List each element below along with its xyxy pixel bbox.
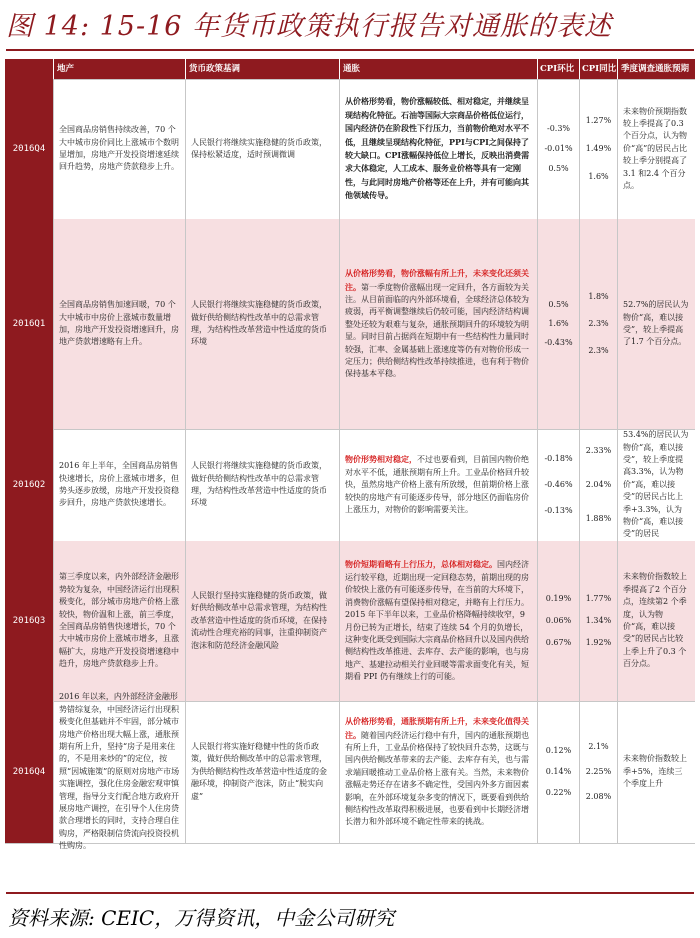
cpi-mom-value: 0.06% xyxy=(545,615,572,625)
cpi-mom-value: 0.5% xyxy=(548,300,569,309)
cpi-mom-value: 0.5% xyxy=(548,163,569,173)
cpi-yoy-values xyxy=(579,79,617,219)
cpi-yoy-value: 2.25% xyxy=(585,766,612,776)
quarter-label: 2016Q4 xyxy=(5,79,53,219)
inflation-text xyxy=(339,219,537,429)
inflation-text xyxy=(339,541,537,701)
policy-table xyxy=(5,59,695,851)
table-row xyxy=(5,701,695,851)
quarter-label: 2016Q3 xyxy=(5,541,53,701)
property-text: 势错综复杂，中国经济运行出现积极变化但基础并不牢固，部分城市房地产价格出现大幅上涨，通胀预期有所上升，坚持“房子是用来住的，不是用来炒的”的定位，按照“因城施策”的原则对房地产市场实施调控，强化住房金融宏观审慎管理，指导分支行配合地方政府开展房地产调控，在引导个人住房贷款合理增长的同时，支持合理自住购房，严格限制信贷流向投资投机性购房。 xyxy=(53,701,185,843)
cpi-yoy-value: 2.3% xyxy=(588,318,609,328)
header-cpi-mom: CPI环比 xyxy=(537,59,579,79)
cpi-yoy-value: 2.3% xyxy=(588,345,609,355)
policy-text: 人民银行将继续实施稳健的货币政策，做好供给侧结构性改革中的总需求管理，为结构性改革营造中性适度的货币环境 xyxy=(185,219,339,429)
inflation-text xyxy=(339,79,537,219)
cpi-mom-values xyxy=(537,219,579,429)
inflation-body: 不过也要看到，目前国内物价绝对水平不低，通胀预期有所上升。工业品价格回升较快，虽然房地产价格上涨有所放缓，但前期价格上涨较快的房地产有可能逐步传导，部分地区仍面临房价上涨压力，对物价的影响需要关注。 xyxy=(345,455,529,515)
cpi-yoy-values xyxy=(579,219,617,429)
cpi-mom-values xyxy=(537,429,579,541)
table-row xyxy=(5,541,695,702)
header-policy-tone: 货币政策基调 xyxy=(185,59,339,79)
cpi-mom-values xyxy=(537,79,579,219)
cpi-yoy-value: 1.34% xyxy=(585,615,612,625)
inflation-highlight: 物价形势相对稳定， xyxy=(345,454,417,465)
cpi-mom-value: -0.01% xyxy=(544,143,573,153)
cpi-mom-value: -0.3% xyxy=(546,124,571,133)
cpi-yoy-value: 1.27% xyxy=(585,116,612,125)
cpi-mom-value: -0.13% xyxy=(544,505,573,515)
policy-text: 人民银行坚持实施稳健的货币政策，做好供给侧改革中总需求管理，为结构性改革营造中性适度的货币环境，在保持流动性合理充裕的同事，注重抑制资产泡沫和防范经济金融风险 xyxy=(185,541,339,701)
expectation-text: 53.4%的居民认为物价“高，难以接受”，较上季度提高3.3%，认为物价“高，难以接受”的居民占比上季+3.3%，认为物价“高，难以接受”的居民 xyxy=(617,429,695,541)
policy-text: 人民银行将继续实施稳健的货币政策，保持松紧适度，适时预调微调 xyxy=(185,79,339,219)
cpi-yoy-value: 1.88% xyxy=(585,513,612,523)
inflation-bold-text: 从价格形势看，物价涨幅较低、相对稳定，并继续呈现结构化特征。石油等国际大宗商品价格低位运行，国内经济仍在阶段性下行压力，当前物价绝对水平不低，且继续呈现结构化特征，PPI与CPI之间保持了较大缺口。CPI涨幅保持低位上增长，反映出消费需求大体稳定，人工成本、服务业价格等具有一定刚性，与此同时房地产价格等还在上升，并有可能向其他领域传导。 xyxy=(345,96,530,201)
cpi-yoy-value: 2.1% xyxy=(588,742,609,751)
cpi-yoy-value: 1.92% xyxy=(585,637,612,647)
cpi-mom-values xyxy=(537,701,579,843)
header-corner xyxy=(5,59,53,79)
cpi-mom-value: -0.43% xyxy=(544,337,573,347)
cpi-yoy-value: 2.33% xyxy=(585,446,612,455)
table-header-row xyxy=(5,59,695,80)
property-text: 2016 年上半年，全国商品房销售快速增长，房价上涨城市增多，但势头逐步放缓，房地产开发投资稳步回升，房地产贷款快速增长。 xyxy=(53,429,185,541)
cpi-yoy-value: 2.04% xyxy=(585,479,612,489)
cpi-yoy-value: 1.6% xyxy=(588,171,609,181)
cpi-mom-value: -0.18% xyxy=(544,454,573,463)
expectation-text: 未来物价预期指数较上季提高了0.3 个百分点，认为物价“高”的居民占比较上季分别提高了3.1 和2.4 个百分点。 xyxy=(617,79,695,219)
cpi-mom-value: 0.14% xyxy=(545,766,572,776)
cpi-mom-value: 0.22% xyxy=(545,787,572,797)
table-row xyxy=(5,219,695,430)
cpi-mom-value: 1.6% xyxy=(548,318,569,328)
expectation-text: 52.7%的居民认为物价“高，难以接受”，较上季提高了1.7 个百分点。 xyxy=(617,219,695,429)
policy-text: 人民银行将继续实施稳健的货币政策，做好供给侧结构性改革中的总需求管理，为结构性改革营造中性适度的货币环境 xyxy=(185,429,339,541)
inflation-highlight: 从价格形势看，物价涨幅有所上升，未来变化还须关注。 xyxy=(345,268,529,292)
policy-text: 人民银行将实施好稳健中性的货币政策，做好供给侧改革中的总需求管理，为供给侧结构性改革营造中性适度的金融环境，抑制资产泡沫，防止“脱实向虚” xyxy=(185,701,339,843)
header-cpi-yoy: CPI同比 xyxy=(579,59,617,79)
cpi-mom-value: 0.12% xyxy=(545,746,572,755)
table-row xyxy=(5,429,695,542)
cpi-yoy-value: 1.8% xyxy=(588,292,609,301)
quarter-label: 2016Q1 xyxy=(5,219,53,429)
footer-rule xyxy=(6,892,694,894)
inflation-body: 第一季度物价涨幅出现一定回升，各方面较为关注。从目前面临的内外部环境看，全球经济总体较为疲弱，再平衡调整继续后仍较可能，国内经济结构调整处还较为艰难与复杂，通胀预期回升的环境较为明显。同时目前占据尚在短期中有一些结构性力量同时较强，汇率、金属基础上涨速度等仍有对物价形成一定压力；供给侧结构性改革持续推进，也有利于物价保持基本平稳。 xyxy=(345,282,529,379)
property-text: 全国商品房销售持续改善，70 个大中城市房价同比上涨城市个数明显增加，房地产开发投资增速延续回升趋势，房地产贷款稳步上升。 xyxy=(53,79,185,219)
cpi-mom-value: 0.19% xyxy=(545,594,572,603)
cpi-yoy-value: 1.77% xyxy=(585,594,612,603)
cpi-yoy-values xyxy=(579,429,617,541)
page-title: 图 14: 15-16 年货币政策执行报告对通胀的表述 xyxy=(6,11,613,42)
header-inflation: 通胀 xyxy=(339,59,537,79)
table-row xyxy=(5,79,695,220)
property-text: 第三季度以来，内外部经济金融形势较为复杂，中国经济运行出现积极变化，部分城市房地产价格上涨较快，物价温和上涨，前三季度，全国商品房销售快速增长，70 个大中城市房价上涨城市增多，且涨幅扩大，房地产开发投资增速稳中趋升，房地产贷款稳步上升。 xyxy=(53,541,185,701)
inflation-body: 国内经济运行较平稳，近期出现一定回稳态势，前期出现的房价较快上涨仍有可能逐步传导，在当前的大环境下，消费物价涨幅有望保持相对稳定，并略有上行压力。2015 年下半年以来，工业品价格降幅持续收窄，9 月份已转为正增长，结束了连续 54 个月的负增长，这种变化既受到国际大宗商品价格回升以及国内供给侧结构性改革推进、去库存、去产能的影响，也与房地产、基建拉动相关行业回暖等需求面变化有关，短期看 PPI 仍有继续上行的可能。 xyxy=(345,560,529,682)
property-text: 全国商品房销售加速回暖，70 个大中城市中房价上涨城市数量增加，房地产开发投资增速回升，房地产贷款增速略有上升。 xyxy=(53,219,185,429)
inflation-text xyxy=(339,701,537,843)
expectation-text: 未来物价指数较上季+5%，连续三个季度上升 xyxy=(617,701,695,843)
cpi-mom-values xyxy=(537,541,579,701)
cpi-yoy-values xyxy=(579,701,617,843)
inflation-highlight: 从价格形势看，通胀预期有所上升，未来变化值得关注。 xyxy=(345,716,529,740)
inflation-text xyxy=(339,429,537,541)
header-expectation: 季度调查通胀预期 xyxy=(617,59,695,79)
cpi-mom-value: 0.67% xyxy=(545,637,572,647)
expectation-text: 未来物价指数较上季提高了2 个百分点，连续第2 个季度，认为物价“高，难以接受”的居民占比较上季上升了0.3 个百分点。 xyxy=(617,541,695,701)
inflation-highlight: 物价短期看略有上行压力，总体相对稳定。 xyxy=(345,559,497,570)
cpi-yoy-value: 1.49% xyxy=(585,143,612,153)
cpi-mom-value: -0.46% xyxy=(544,479,573,489)
cpi-yoy-value: 2.08% xyxy=(585,791,612,801)
title-rule xyxy=(6,49,694,51)
quarter-label: 2016Q4 xyxy=(5,701,53,843)
cpi-yoy-values xyxy=(579,541,617,701)
source-note: 资料来源: CEIC，万得资讯，中金公司研究 xyxy=(8,906,395,930)
inflation-body: 随着国内经济运行稳中有升，国内的通胀预期也有所上升，工业品价格保持了较快回升态势，这既与国内供给侧改革带来的去产能、去库存有关，也与需求端回暖推动工业品价格上涨有关。当然，未来物价涨幅走势还存在诸多不确定性，受国内外多方面因素影响，在外部环境复杂多变的情况下，既要看到供给侧结构性改革取得积极进展，也要看到中长期经济增长潜力和外部环境不确定性带来的挑战。 xyxy=(345,730,529,827)
header-property: 地产 xyxy=(53,59,185,79)
quarter-label: 2016Q2 xyxy=(5,429,53,541)
